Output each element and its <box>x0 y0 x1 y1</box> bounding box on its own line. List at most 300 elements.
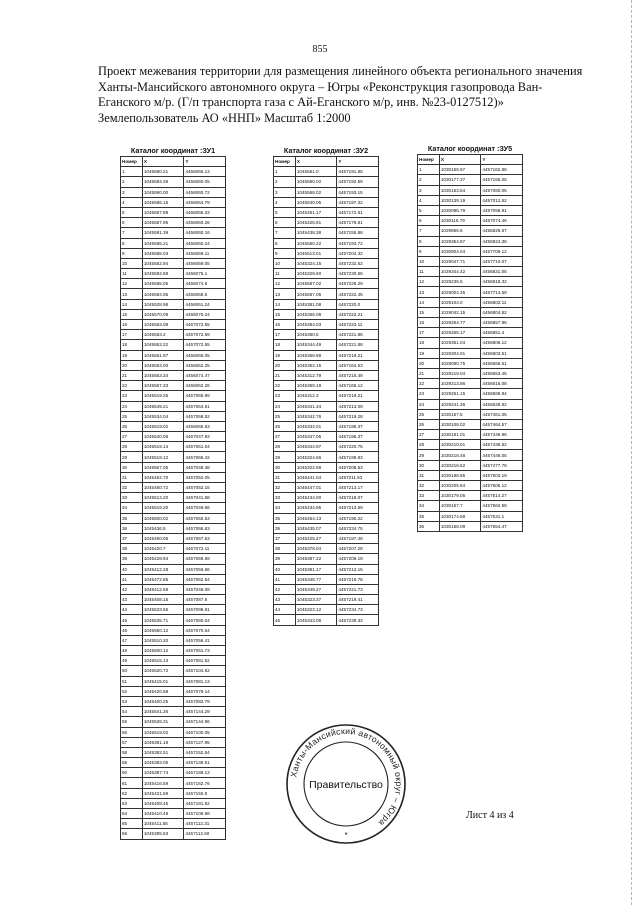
y-coordinate-cell: 4457059.69 <box>184 554 226 564</box>
table-row <box>121 411 226 421</box>
table-row <box>121 564 226 574</box>
point-number-cell: 8 <box>274 238 296 248</box>
point-number-cell: 22 <box>418 379 440 389</box>
x-coordinate-cell: 1045349.27 <box>295 584 337 594</box>
table-row <box>121 330 226 340</box>
x-coordinate-cell: 1045591.39 <box>142 228 184 238</box>
x-coordinate-cell: 1045344.49 <box>295 340 337 350</box>
x-coordinate-cell: 1045553.00 <box>142 360 184 370</box>
table-row <box>418 521 523 531</box>
x-coordinate-cell: 1045381.08 <box>295 299 337 309</box>
y-coordinate-cell: 4457144.29 <box>184 707 226 717</box>
y-coordinate-cell: 4457218.07 <box>337 493 379 503</box>
x-coordinate-cell: 1030158.09 <box>439 521 481 531</box>
point-number-cell: 19 <box>121 350 143 360</box>
point-number-cell: 29 <box>418 450 440 460</box>
point-number-cell: 43 <box>274 595 296 605</box>
x-coordinate-cell: 1045560.02 <box>295 177 337 187</box>
point-number-cell: 66 <box>121 829 143 839</box>
x-coordinate-cell: 1045513.01 <box>295 248 337 258</box>
y-coordinate-cell: 4456566.61 <box>481 358 523 368</box>
y-coordinate-cell: 4457081.13 <box>184 676 226 686</box>
y-coordinate-cell: 4457087.8 <box>184 595 226 605</box>
point-number-cell: 30 <box>121 462 143 472</box>
y-coordinate-cell: 4456569.84 <box>481 389 523 399</box>
table-row <box>418 165 523 175</box>
table-row <box>121 798 226 808</box>
table-row <box>418 419 523 429</box>
y-coordinate-cell: 4457162.76 <box>184 778 226 788</box>
table-row <box>121 207 226 217</box>
y-coordinate-cell: 4456060.05 <box>184 177 226 187</box>
point-number-cell: 13 <box>418 287 440 297</box>
point-number-cell: 26 <box>274 421 296 431</box>
y-coordinate-cell: 4457189.13 <box>184 768 226 778</box>
y-coordinate-cell: 4457081.52 <box>184 656 226 666</box>
point-number-cell: 29 <box>274 452 296 462</box>
y-coordinate-cell: 4457068.52 <box>184 411 226 421</box>
table-row <box>121 809 226 819</box>
y-coordinate-cell: 4457195.37 <box>337 421 379 431</box>
y-coordinate-cell: 4457477.79 <box>481 460 523 470</box>
point-number-cell: 7 <box>274 228 296 238</box>
y-coordinate-cell: 4456806.12 <box>481 338 523 348</box>
x-coordinate-cell: 1030157.7 <box>439 501 481 511</box>
y-coordinate-cell: 4457195.37 <box>337 432 379 442</box>
x-coordinate-cell: 1045387.22 <box>295 554 337 564</box>
table-row <box>121 421 226 431</box>
y-coordinate-cell: 4456831.05 <box>481 267 523 277</box>
y-coordinate-cell: 4457192.59 <box>337 177 379 187</box>
y-coordinate-cell: 4456074.8 <box>184 279 226 289</box>
y-coordinate-cell: 4457714.59 <box>481 287 523 297</box>
y-coordinate-cell: 4457213.09 <box>337 401 379 411</box>
y-coordinate-cell: 4457222.45 <box>337 289 379 299</box>
table-row <box>274 340 379 350</box>
table-row <box>274 483 379 493</box>
point-number-cell: 50 <box>121 666 143 676</box>
x-coordinate-cell: 1045397.74 <box>142 768 184 778</box>
point-number-cell: 3 <box>274 187 296 197</box>
table-row <box>274 513 379 523</box>
point-number-cell: 45 <box>121 615 143 625</box>
table-row <box>121 228 226 238</box>
point-number-cell: 60 <box>121 768 143 778</box>
y-coordinate-cell: 4457074.46 <box>481 216 523 226</box>
table-row <box>418 511 523 521</box>
y-coordinate-cell: 4457213.17 <box>337 483 379 493</box>
point-number-cell: 14 <box>274 299 296 309</box>
table-row <box>121 513 226 523</box>
x-coordinate-cell: 1045412.59 <box>142 584 184 594</box>
y-coordinate-cell: 4456615.08 <box>481 379 523 389</box>
point-number-cell: 3 <box>121 187 143 197</box>
point-number-cell: 28 <box>418 440 440 450</box>
y-coordinate-cell: 4457049.66 <box>184 503 226 513</box>
table-row <box>121 289 226 299</box>
y-coordinate-cell: 4457080.04 <box>184 615 226 625</box>
x-coordinate-cell: 1045585.05 <box>142 279 184 289</box>
table-row <box>121 768 226 778</box>
point-number-cell: 22 <box>274 381 296 391</box>
document-title: Проект межевания территории для размещения линейного объекта регионального значения Ханты-Мансийского автономного округа – Югры «Реконструкция газопровода Ван-Еганского м/р. (Г/п транспорта газа с Ай-Еганского м/р, инв. №23-0127512)» Землепользователь АО «ННП» Масштаб 1:2000 <box>98 64 583 125</box>
table-row <box>418 409 523 419</box>
x-coordinate-cell: 1045360.5 <box>295 330 337 340</box>
y-coordinate-cell: 4457051.73 <box>184 646 226 656</box>
point-number-cell: 21 <box>121 370 143 380</box>
table-title: Каталог координат :ЗУ5 <box>427 144 513 153</box>
table-row <box>121 493 226 503</box>
y-coordinate-cell: 4457514.27 <box>481 491 523 501</box>
table-row <box>121 279 226 289</box>
y-coordinate-cell: 4456065.33 <box>184 207 226 217</box>
point-number-cell: 51 <box>121 676 143 686</box>
table-row <box>418 450 523 460</box>
y-coordinate-cell: 4457070.54 <box>184 625 226 635</box>
y-coordinate-cell: 4457221.88 <box>337 340 379 350</box>
x-coordinate-cell: 1045570.09 <box>142 309 184 319</box>
y-coordinate-cell: 4457065.99 <box>184 391 226 401</box>
table-row <box>418 348 523 358</box>
point-number-cell: 6 <box>121 218 143 228</box>
point-number-cell: 14 <box>121 299 143 309</box>
point-number-cell: 15 <box>418 307 440 317</box>
y-coordinate-cell: 4456075.1 <box>184 269 226 279</box>
x-coordinate-cell: 1030153.54 <box>439 185 481 195</box>
y-coordinate-cell: 4457209.19 <box>337 554 379 564</box>
x-coordinate-cell: 1030179.05 <box>439 491 481 501</box>
x-coordinate-cell: 1045441.04 <box>295 472 337 482</box>
x-coordinate-cell: 1045533.55 <box>142 605 184 615</box>
table-row <box>274 360 379 370</box>
point-number-cell: 9 <box>418 246 440 256</box>
table-row <box>121 391 226 401</box>
table-row <box>121 309 226 319</box>
table-row <box>121 584 226 594</box>
table-row <box>274 350 379 360</box>
y-coordinate-cell: 4457215.78 <box>337 574 379 584</box>
table-row <box>418 226 523 236</box>
x-coordinate-cell: 1045369.19 <box>295 381 337 391</box>
point-number-cell: 36 <box>274 523 296 533</box>
point-number-cell: 11 <box>274 269 296 279</box>
x-coordinate-cell: 1045347.05 <box>295 432 337 442</box>
y-coordinate-cell: 4457082.79 <box>184 696 226 706</box>
y-coordinate-cell: 4456062.25 <box>184 360 226 370</box>
point-number-cell: 17 <box>274 330 296 340</box>
x-coordinate-cell: 1029261.15 <box>439 389 481 399</box>
x-coordinate-cell: 1045528.98 <box>142 299 184 309</box>
table-row <box>274 432 379 442</box>
table-row <box>274 503 379 513</box>
point-number-cell: 21 <box>418 368 440 378</box>
table-row <box>274 238 379 248</box>
table-title: Каталог координат :ЗУ2 <box>283 146 369 155</box>
x-coordinate-cell: 1030177.37 <box>439 175 481 185</box>
x-coordinate-cell: 1045460.05 <box>142 533 184 543</box>
point-number-cell: 52 <box>121 686 143 696</box>
x-coordinate-cell: 1045434.00 <box>295 493 337 503</box>
x-coordinate-cell: 1045462.70 <box>142 472 184 482</box>
x-coordinate-cell: 1029241.36 <box>439 399 481 409</box>
point-number-cell: 4 <box>274 197 296 207</box>
y-coordinate-cell: 4457155.86 <box>337 228 379 238</box>
point-number-cell: 40 <box>274 564 296 574</box>
x-coordinate-cell: 1045553.22 <box>142 340 184 350</box>
y-coordinate-cell: 4457056.66 <box>184 564 226 574</box>
table-row <box>121 197 226 207</box>
y-coordinate-cell: 4457112.31 <box>184 819 226 829</box>
table-row <box>121 574 226 584</box>
table-row <box>121 615 226 625</box>
table-row <box>121 717 226 727</box>
y-coordinate-cell: 4456065.63 <box>184 421 226 431</box>
point-number-cell: 38 <box>274 544 296 554</box>
y-coordinate-cell: 4456060.26 <box>184 218 226 228</box>
x-coordinate-cell: 1045582.94 <box>142 258 184 268</box>
x-coordinate-cell: 1045415.01 <box>142 676 184 686</box>
table-row <box>274 605 379 615</box>
table-row <box>121 238 226 248</box>
point-number-cell: 44 <box>121 605 143 615</box>
x-coordinate-cell: 1030157.5 <box>439 409 481 419</box>
point-number-cell: 7 <box>121 228 143 238</box>
table-row <box>418 379 523 389</box>
table-row <box>418 440 523 450</box>
x-coordinate-cell: 1045343.08 <box>295 615 337 625</box>
y-coordinate-cell: 4457190.22 <box>337 513 379 523</box>
y-coordinate-cell: 4457446.05 <box>481 450 523 460</box>
x-coordinate-cell: 1045520.72 <box>142 666 184 676</box>
y-coordinate-cell: 4457100.05 <box>184 727 226 737</box>
point-number-cell: 55 <box>121 717 143 727</box>
y-coordinate-cell: 4457464.57 <box>481 419 523 429</box>
x-coordinate-cell: 1045435.07 <box>295 523 337 533</box>
table-row <box>121 533 226 543</box>
x-coordinate-cell: 1045528.31 <box>142 717 184 727</box>
point-number-cell: 37 <box>274 533 296 543</box>
point-number-cell: 34 <box>418 501 440 511</box>
y-coordinate-cell: 4456062.26 <box>184 381 226 391</box>
point-number-cell: 36 <box>418 521 440 531</box>
x-coordinate-cell: 1045519.12 <box>142 452 184 462</box>
point-number-cell: 59 <box>121 758 143 768</box>
y-coordinate-cell: 4457066.83 <box>184 523 226 533</box>
point-number-cell: 20 <box>418 358 440 368</box>
x-coordinate-cell: 1045587.96 <box>142 218 184 228</box>
y-coordinate-cell: 4456603.51 <box>481 348 523 358</box>
y-coordinate-cell: 4457446.96 <box>481 430 523 440</box>
x-coordinate-cell: 1030174.59 <box>439 511 481 521</box>
table-row <box>121 167 226 177</box>
table-row <box>274 279 379 289</box>
y-coordinate-cell: 4457052.05 <box>184 472 226 482</box>
x-coordinate-cell: 1045540.05 <box>295 197 337 207</box>
table-header-cell: X <box>439 155 481 165</box>
y-coordinate-cell: 4456061.24 <box>184 299 226 309</box>
table-row <box>274 320 379 330</box>
point-number-cell: 21 <box>274 370 296 380</box>
y-coordinate-cell: 4456066.05 <box>184 350 226 360</box>
y-coordinate-cell: 4457193.15 <box>337 187 379 197</box>
y-coordinate-cell: 4456065.13 <box>184 167 226 177</box>
x-coordinate-cell: 1045550.12 <box>142 625 184 635</box>
y-coordinate-cell: 4457048.08 <box>184 584 226 594</box>
y-coordinate-cell: 4456069.11 <box>184 248 226 258</box>
x-coordinate-cell: 1045447.01 <box>295 483 337 493</box>
y-coordinate-cell: 4457104.62 <box>184 666 226 676</box>
table-row <box>274 269 379 279</box>
table-header-cell: X <box>295 157 337 167</box>
x-coordinate-cell: 1030096.79 <box>439 205 481 215</box>
table-row <box>121 299 226 309</box>
table-row <box>121 737 226 747</box>
point-number-cell: 27 <box>418 430 440 440</box>
table-row <box>274 218 379 228</box>
x-coordinate-cell: 1045410.48 <box>142 809 184 819</box>
table-row <box>418 205 523 215</box>
point-number-cell: 42 <box>121 584 143 594</box>
y-coordinate-cell: 4457219.41 <box>337 595 379 605</box>
y-coordinate-cell: 4457072.55 <box>184 320 226 330</box>
y-coordinate-cell: 4456802.11 <box>481 297 523 307</box>
point-number-cell: 6 <box>418 216 440 226</box>
point-number-cell: 12 <box>418 277 440 287</box>
y-coordinate-cell: 4457219.28 <box>337 411 379 421</box>
y-coordinate-cell: 4457211.53 <box>337 472 379 482</box>
point-number-cell: 54 <box>121 707 143 717</box>
table-row <box>121 258 226 268</box>
x-coordinate-cell: 1045549.21 <box>142 401 184 411</box>
table-row <box>121 381 226 391</box>
x-coordinate-cell: 1045384.03 <box>295 320 337 330</box>
x-coordinate-cell: 1045590.00 <box>142 187 184 197</box>
y-coordinate-cell: 4456060.72 <box>184 187 226 197</box>
y-coordinate-cell: 4457213.59 <box>337 503 379 513</box>
x-coordinate-cell: 1045582.88 <box>142 269 184 279</box>
x-coordinate-cell: 1045323.37 <box>295 595 337 605</box>
point-number-cell: 9 <box>121 248 143 258</box>
point-number-cell: 9 <box>274 248 296 258</box>
y-coordinate-cell: 4457179.81 <box>337 218 379 228</box>
table-row <box>121 707 226 717</box>
point-number-cell: 33 <box>418 491 440 501</box>
x-coordinate-cell: 1045368.99 <box>295 350 337 360</box>
y-coordinate-cell: 4457220.0 <box>337 299 379 309</box>
y-coordinate-cell: 4457554.47 <box>481 521 523 531</box>
y-coordinate-cell: 4457212.15 <box>337 564 379 574</box>
table-row <box>418 267 523 277</box>
table-row <box>121 462 226 472</box>
table-row <box>418 246 523 256</box>
point-number-cell: 39 <box>121 554 143 564</box>
point-number-cell: 13 <box>274 289 296 299</box>
x-coordinate-cell: 1030139.19 <box>439 195 481 205</box>
point-number-cell: 39 <box>274 554 296 564</box>
y-coordinate-cell: 4456851.4 <box>481 328 523 338</box>
table-row <box>121 605 226 615</box>
x-coordinate-cell: 1045323.12 <box>295 605 337 615</box>
x-coordinate-cell: 1045461.17 <box>295 207 337 217</box>
point-number-cell: 11 <box>121 269 143 279</box>
point-number-cell: 14 <box>418 297 440 307</box>
point-number-cell: 58 <box>121 747 143 757</box>
x-coordinate-cell: 1028219.04 <box>439 368 481 378</box>
x-coordinate-cell: 1045519.14 <box>142 442 184 452</box>
point-number-cell: 61 <box>121 778 143 788</box>
x-coordinate-cell: 1030210.01 <box>439 440 481 450</box>
y-coordinate-cell: 4457072.59 <box>184 330 226 340</box>
x-coordinate-cell: 1029351.04 <box>439 338 481 348</box>
x-coordinate-cell: 1045500.02 <box>142 513 184 523</box>
point-number-cell: 23 <box>121 391 143 401</box>
y-coordinate-cell: 4457461.05 <box>481 409 523 419</box>
y-coordinate-cell: 4457234.75 <box>337 523 379 533</box>
table-row <box>274 421 379 431</box>
table-header-row <box>121 157 226 167</box>
table-row <box>274 574 379 584</box>
x-coordinate-cell: 1045519.20 <box>142 503 184 513</box>
x-coordinate-cell: 1030198.65 <box>439 470 481 480</box>
y-coordinate-cell: 4457047.93 <box>184 432 226 442</box>
x-coordinate-cell: 1045519.26 <box>142 391 184 401</box>
x-coordinate-cell: 1029104.0 <box>439 297 481 307</box>
y-coordinate-cell: 4457067.63 <box>184 533 226 543</box>
x-coordinate-cell: 1045454.13 <box>295 513 337 523</box>
point-number-cell: 46 <box>121 625 143 635</box>
x-coordinate-cell: 1029354.87 <box>439 236 481 246</box>
point-number-cell: 6 <box>274 218 296 228</box>
x-coordinate-cell: 1045568.02 <box>295 187 337 197</box>
table-row <box>121 177 226 187</box>
y-coordinate-cell: 4457072.55 <box>184 340 226 350</box>
x-coordinate-cell: 1045584.95 <box>142 289 184 299</box>
x-coordinate-cell: 1030218.48 <box>439 450 481 460</box>
point-number-cell: 33 <box>274 493 296 503</box>
y-coordinate-cell: 4457204.32 <box>337 248 379 258</box>
y-coordinate-cell: 4457232.52 <box>337 258 379 268</box>
x-coordinate-cell: 1045561.97 <box>142 350 184 360</box>
point-number-cell: 15 <box>274 309 296 319</box>
table-row <box>274 564 379 574</box>
table-row <box>121 472 226 482</box>
x-coordinate-cell: 1045500.12 <box>142 646 184 656</box>
y-coordinate-cell: 4457152.54 <box>184 747 226 757</box>
point-number-cell: 27 <box>121 432 143 442</box>
point-number-cell: 28 <box>274 442 296 452</box>
y-coordinate-cell: 4456060.16 <box>184 228 226 238</box>
x-coordinate-cell: 1045392.51 <box>142 747 184 757</box>
table-row <box>121 370 226 380</box>
x-coordinate-cell: 1045586.15 <box>142 197 184 207</box>
table-row <box>121 595 226 605</box>
y-coordinate-cell: 4456804.82 <box>481 307 523 317</box>
x-coordinate-cell: 1045412.28 <box>142 564 184 574</box>
table-row <box>274 197 379 207</box>
point-number-cell: 10 <box>418 256 440 266</box>
point-number-cell: 30 <box>274 462 296 472</box>
point-number-cell: 45 <box>274 615 296 625</box>
x-coordinate-cell: 1029265.17 <box>439 328 481 338</box>
table-row <box>418 389 523 399</box>
point-number-cell: 22 <box>121 381 143 391</box>
table-row <box>121 829 226 839</box>
y-coordinate-cell: 4457219.21 <box>337 350 379 360</box>
page-edge-line <box>631 0 632 905</box>
y-coordinate-cell: 4457505.12 <box>481 481 523 491</box>
x-coordinate-cell: 1028090.75 <box>439 358 481 368</box>
table-row <box>121 452 226 462</box>
